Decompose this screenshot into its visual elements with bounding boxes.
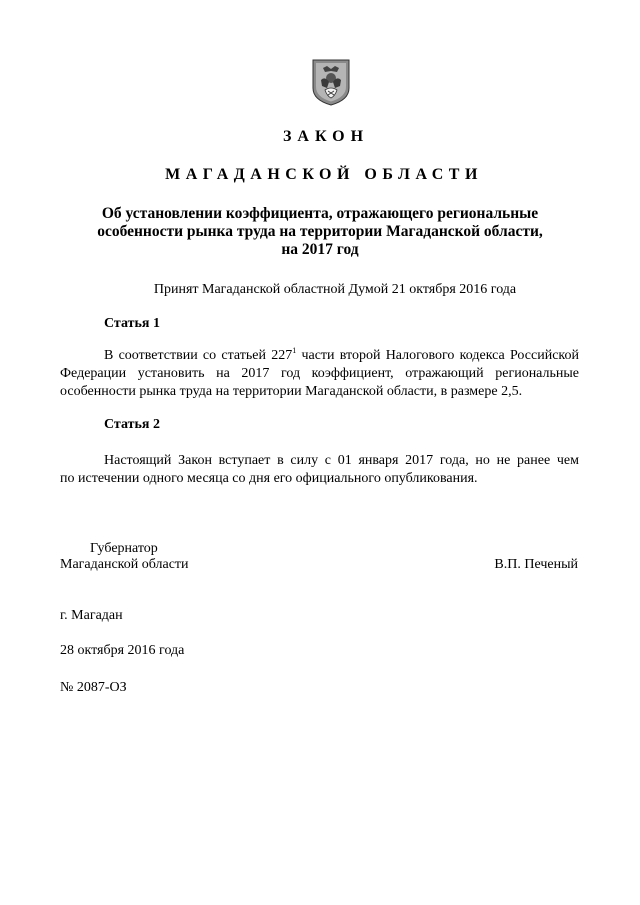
document-type-heading: ЗАКОН <box>282 128 370 145</box>
signing-city: г. Магадан <box>60 608 123 623</box>
article-1-text <box>60 347 579 401</box>
article-1-line <box>60 347 579 365</box>
coat-of-arms-icon <box>311 58 351 106</box>
article-2-heading: Статья 2 <box>104 417 160 432</box>
article-1-line: особенности рынка труда на территории Магаданской области, в размере 2,5. <box>60 384 523 399</box>
article-2-line: по истечении одного месяца со дня его официального опубликования. <box>60 471 478 486</box>
article-2-line: Настоящий Закон вступает в силу с 01 января 2017 года, но не ранее чем <box>104 453 579 468</box>
signatory-region: Магаданской области <box>60 557 189 572</box>
law-title <box>60 205 580 259</box>
article-1-heading: Статья 1 <box>104 316 160 331</box>
article-2-text <box>60 452 579 488</box>
adoption-statement: Принят Магаданской областной Думой 21 октября 2016 года <box>153 282 517 297</box>
region-heading: МАГАДАНСКОЙ ОБЛАСТИ <box>165 166 483 183</box>
law-title-line: Об установлении коэффициента, отражающего региональные <box>101 205 539 222</box>
signatory-name: В.П. Печеный <box>494 557 578 572</box>
law-number: № 2087-ОЗ <box>60 680 127 695</box>
signatory-title: Губернатор <box>90 541 158 556</box>
article-1-text-after-sup: части второй Налогового кодекса Российской <box>296 348 579 363</box>
law-title-line: на 2017 год <box>281 241 359 258</box>
article-1-text-before-sup: В соответствии со статьей 227 <box>104 348 293 363</box>
superscript: 1 <box>292 346 297 355</box>
signing-date: 28 октября 2016 года <box>60 643 185 658</box>
law-title-line: особенности рынка труда на территории Магаданской области, <box>97 223 543 240</box>
article-1-line: Федерации установить на 2017 год коэффициент, отражающий региональные <box>60 366 579 381</box>
